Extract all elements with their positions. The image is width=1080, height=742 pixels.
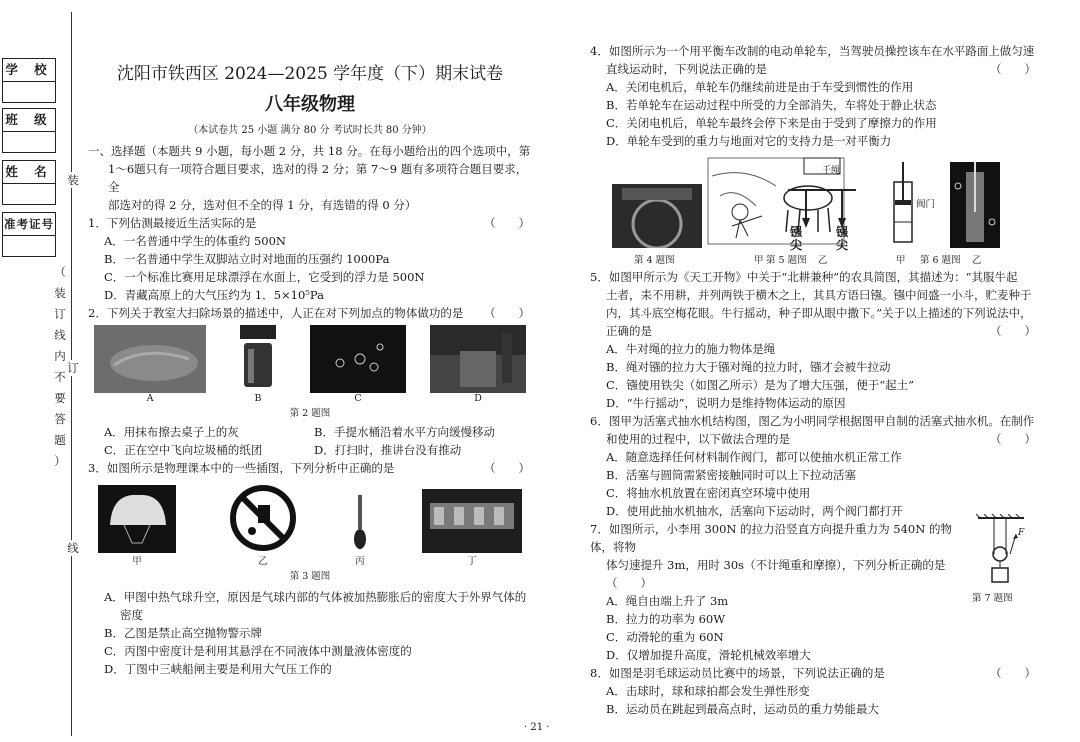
q4-photo-unicycle — [612, 184, 702, 248]
field-school-label: 学 校 — [2, 58, 56, 82]
q3-photo-ship-lock — [422, 489, 522, 553]
q3-hydrometer-icon — [350, 493, 370, 553]
q5-option-c: C．镪使用铁尖（如图乙所示）是为了增大压强，便于“起土” — [606, 378, 915, 392]
question-8-stem: 8．如图是羽毛球运动员比赛中的场景，下列说法正确的是 （ ） — [590, 666, 1036, 680]
answer-paren[interactable]: （ ） — [484, 306, 530, 320]
q2-option-c: C．正在空中飞向垃圾桶的纸团 — [104, 443, 263, 457]
q5-option-d: D．“牛行摇动”，说明力是维持物体运动的原因 — [606, 396, 846, 410]
question-4-stem: 4．如图所示为一个用平衡车改制的电动单轮车，当驾驶员操控该车在水平路面上做匀速 — [590, 44, 1035, 58]
q3-photo-balloon — [98, 485, 176, 553]
fig6-caption: 第 6 题图 — [920, 255, 961, 266]
field-school-box[interactable] — [2, 82, 56, 103]
q7-option-b: B．拉力的功率为 60W — [606, 612, 726, 626]
q2-label-c: C — [354, 393, 362, 404]
q7-figure-caption: 第 7 题图 — [972, 593, 1013, 604]
q1-option-b: B．一名普通中学生双脚站立时对地面的压强约 1000Pa — [104, 252, 390, 266]
q2-option-d: D．打扫时，推讲台没有推动 — [314, 443, 462, 457]
question-2-stem: 2．下列关于教室大扫除场景的描述中，人正在对下列加点的物体做功的是 （ ） — [88, 306, 530, 320]
q5-option-b: B．绳对镪的拉力大于镪对绳的拉力时，镪才会被牛拉动 — [606, 360, 891, 374]
answer-paren[interactable]: （ ） — [484, 216, 530, 230]
q4-option-a: A．关闭电机后，单轮车仍继续前进是由于车受到惯性的作用 — [606, 80, 914, 94]
q2-photo-bucket — [230, 325, 286, 393]
answer-paren[interactable]: （ ） — [990, 432, 1036, 446]
right-column — [590, 42, 1038, 718]
binder-margin — [0, 0, 92, 742]
exam-meta: （本试卷共 25 小题 满分 80 分 考试时长共 80 分钟） — [188, 125, 432, 136]
question-5-stem-4: 正确的是 — [606, 324, 652, 338]
question-7-block — [590, 520, 1038, 664]
q2-label-a: A — [146, 393, 154, 404]
answer-paren[interactable]: （ ） — [484, 461, 530, 475]
question-5-stem: 5．如图甲所示为《天工开物》中关于“北耕兼种”的农具简图，其描述为：“其服牛起 — [590, 270, 1018, 284]
page-number: · 21 · — [524, 722, 550, 733]
answer-paren[interactable]: （ ） — [990, 62, 1036, 76]
q6-option-d: D．使用此抽水机抽水，活塞向下运动时，两个阀门都打开 — [606, 504, 903, 518]
q3-option-a-cont: 密度 — [120, 608, 143, 622]
q2-photo-podium — [430, 325, 526, 393]
field-exam-id-label: 准考证号 — [2, 212, 56, 236]
q2-label-d: D — [474, 393, 482, 404]
q3-option-b: B．乙图是禁止高空抛物警示牌 — [104, 626, 262, 640]
answer-paren[interactable]: （ ） — [990, 324, 1036, 338]
q4-option-d: D．单轮车受到的重力与地面对它的支持力是一对平衡力 — [606, 134, 892, 148]
q2-photo-cloth — [94, 325, 206, 393]
question-1-stem: 1．下列估测最接近生活实际的是 （ ） — [88, 216, 530, 230]
field-exam-id-box[interactable] — [2, 236, 56, 257]
q7-option-a: A．绳自由端上升了 3m — [606, 594, 729, 608]
q7-force-label: F — [1018, 528, 1025, 538]
question-5-stem-3: 内，其斗底空梅花眼。牛行摇动，种子即从眼中撒下。”关于以上描述的下列说法中， — [606, 306, 1032, 320]
question-7-stem: 7．如图所示，小李用 300N 的拉力沿竖直方向提升重力为 540N 的物体，将物 — [590, 522, 952, 554]
q6-option-a: A．随意选择任何材料制作阀门，都可以使抽水机正常工作 — [606, 450, 902, 464]
fig6-label-valve: 阀门 — [916, 199, 936, 210]
q3-figure-caption: 第 3 题图 — [289, 571, 331, 582]
question-6-stem-cont: 和使用的过程中，以下做法合理的是 — [606, 432, 790, 446]
binding-mark-zhuang: 装 — [67, 173, 79, 187]
q2-photo-paper — [310, 325, 406, 393]
q5-option-a: A．牛对绳的拉力的施力物体是绳 — [606, 342, 776, 356]
q3-option-a: A．甲图中热气球升空，原因是气球内部的气体被加热膨胀后的密度大于外界气体的 — [104, 590, 527, 604]
answer-paren[interactable]: （ ） — [990, 666, 1036, 680]
q3-image-row — [88, 483, 532, 567]
q3-option-c: C．丙图中密度计是利用其悬浮在不同液体中测量液体密度的 — [104, 644, 412, 658]
section-instructions-line3: 部选对的得 2 分，选对但不全的得 1 分，有选错的得 0 分） — [108, 198, 417, 212]
q2-label-b: B — [254, 393, 262, 404]
q6-photo-homemade-pump — [950, 162, 1000, 248]
field-class-label: 班 级 — [2, 108, 56, 132]
binding-mark-ding: 订 — [67, 361, 79, 375]
q7-pulley-diagram — [976, 514, 1026, 592]
fig5-label-tool-left: 镪尖 — [790, 225, 803, 252]
q7-option-d: D．仅增加提升高度，滑轮机械效率增大 — [606, 648, 811, 662]
q2-image-row — [88, 325, 532, 404]
q6-option-c: C．将抽水机放置在密闭真空环境中使用 — [606, 486, 811, 500]
fig5-label-tool-right: 镪尖 — [836, 225, 849, 252]
question-7-stem-cont: 体匀速提升 3m，用时 30s（不计绳重和摩擦），下列分析正确的是（ ） — [606, 558, 946, 590]
q3-label-bing: 丙 — [355, 556, 365, 567]
exam-title: 沈阳市铁西区 2024—2025 学年度（下）期末试卷 — [116, 64, 504, 84]
section-instructions-line2: 1～6题只有一项符合题目要求，选对的得 2 分；第 7～9 题有多项符合题目要求，全 — [108, 162, 528, 194]
binding-mark-xian: 线 — [67, 541, 79, 555]
question-6-stem: 6．图甲为活塞式抽水机结构图，图乙为小明同学根据图甲自制的活塞式抽水机。在制作 — [590, 414, 1035, 428]
binder-note: （ 装 订 线 内 不 要 答 题 ） — [54, 265, 66, 468]
q3-label-jia: 甲 — [132, 556, 142, 567]
q1-option-c: C．一个标准比赛用足球漂浮在水面上，它受到的浮力是 500N — [104, 270, 425, 284]
q4-option-b: B．若单轮车在运动过程中所受的力全部消失，车将处于静止状态 — [606, 98, 937, 112]
q2-option-b: B．手提水桶沿着水平方向缓慢移动 — [314, 425, 495, 439]
q2-option-a: A．用抹布擦去桌子上的灰 — [104, 425, 239, 439]
q4-option-c: C．关闭电机后，单轮车最终会停下来是由于受到了摩擦力的作用 — [606, 116, 937, 130]
q2-figure-caption: 第 2 题图 — [289, 408, 331, 419]
q7-option-c: C．动滑轮的重为 60N — [606, 630, 724, 644]
left-column — [88, 55, 532, 678]
q6-option-b: B．活塞与圆筒需紧密接触同时可以上下拉动活塞 — [606, 468, 856, 482]
field-name-box[interactable] — [2, 184, 56, 205]
fig6-label-yi: 乙 — [972, 255, 982, 266]
q3-label-yi: 乙 — [258, 556, 268, 567]
field-class-box[interactable] — [2, 132, 56, 153]
fig6-label-jia: 甲 — [896, 255, 906, 266]
fig5-caption: 第 5 题图 — [766, 255, 807, 266]
fig4-caption: 第 4 题图 — [634, 255, 675, 266]
fig5-label-yi: 乙 — [818, 255, 828, 266]
field-name-label: 姓 名 — [2, 160, 56, 184]
section-heading: 一、选择题（本题共 9 小题，每小题 2 分，共 18 分。在每小题给出的四个选项中，第 — [88, 144, 531, 158]
question-4-stem-cont: 直线运动时，下列说法正确的是 — [606, 62, 767, 76]
fig5-label-jia: 甲 — [754, 255, 764, 266]
q3-no-throwing-sign-icon — [228, 483, 298, 553]
q1-option-a: A．一名普通中学生的体重约 500N — [104, 234, 286, 248]
figures-row — [590, 156, 1038, 268]
q3-label-ding: 丁 — [467, 556, 477, 567]
q3-option-d: D．丁图中三峡船闸主要是利用大气压工作的 — [104, 662, 332, 676]
q1-option-d: D．青藏高原上的大气压约为 1．5×10⁵Pa — [104, 288, 324, 302]
fig5-label-rope: 千绳 — [822, 166, 841, 176]
q8-option-a: A．击球时，球和球拍都会发生弹性形变 — [606, 684, 810, 698]
q8-option-b: B．运动员在跳起到最高点时，运动员的重力势能最大 — [606, 702, 879, 716]
exam-subject: 八年级物理 — [265, 94, 355, 115]
question-3-stem: 3．如图所示是物理课本中的一些插图，下列分析中正确的是 （ ） — [88, 461, 530, 475]
question-5-stem-2: 土者，耒不用耕，并列两铁于横木之上，其具方语曰镪。镪中间盛一小斗，贮麦种于 — [606, 288, 1032, 302]
